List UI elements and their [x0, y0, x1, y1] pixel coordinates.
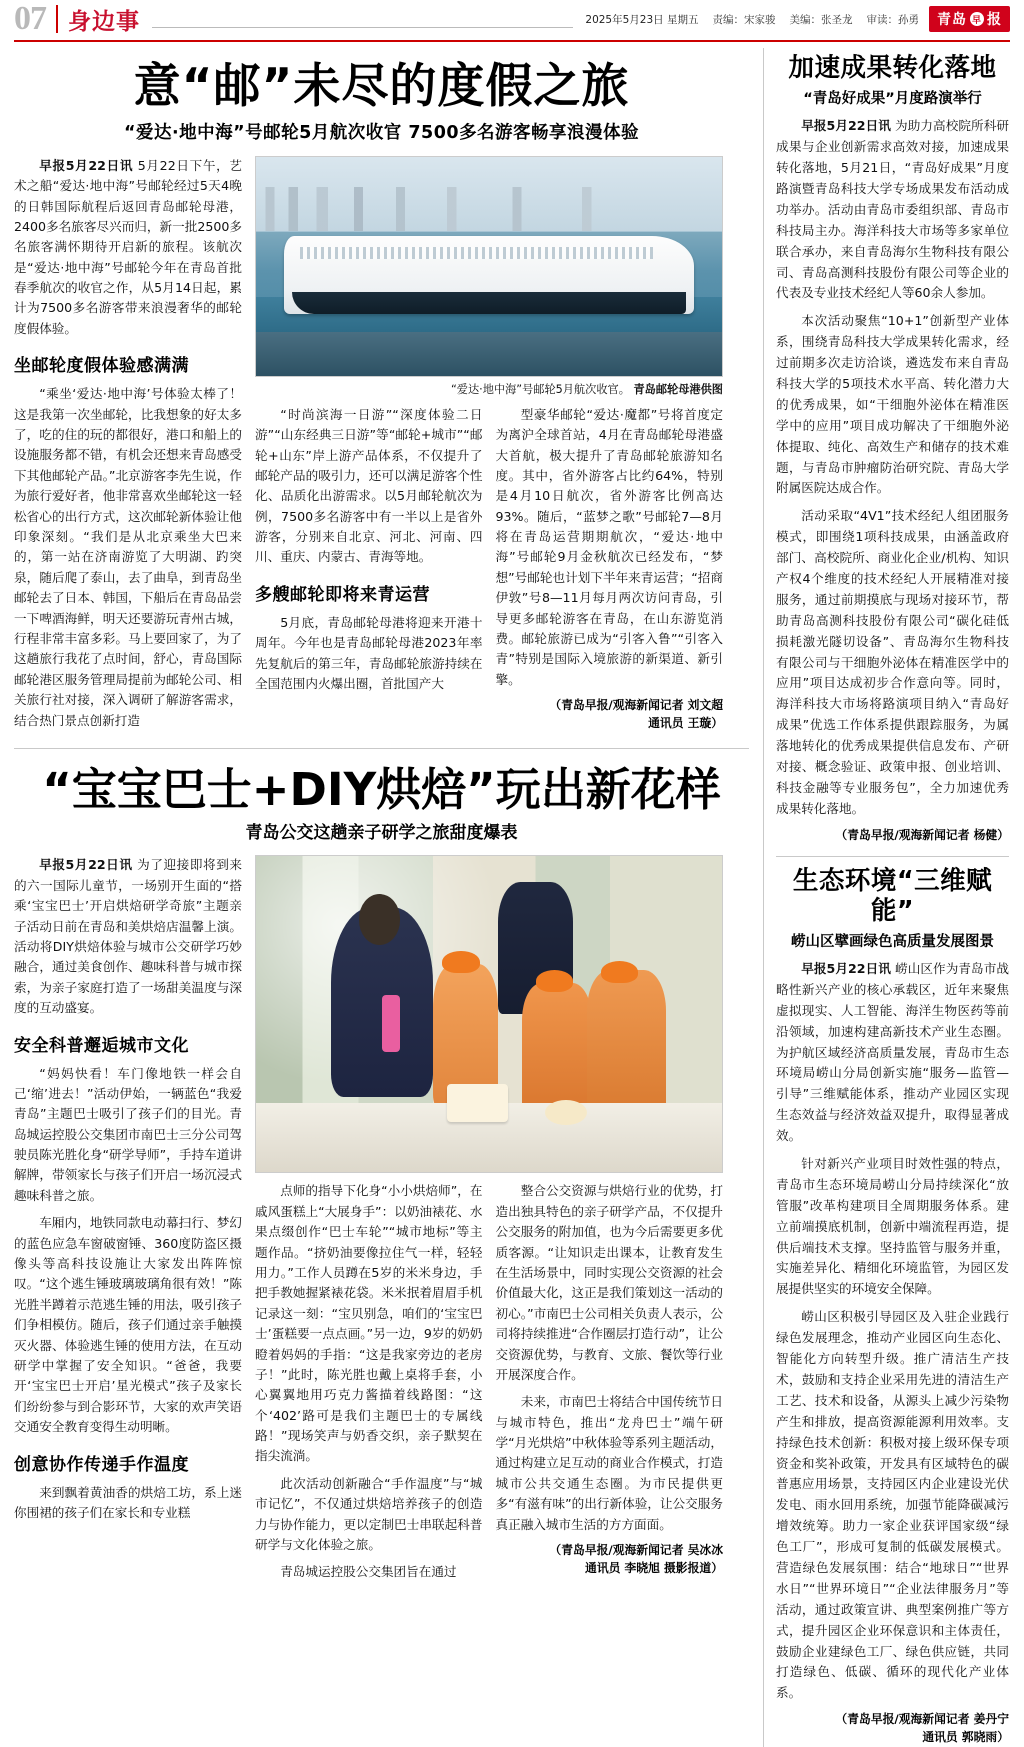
left-zone	[14, 48, 749, 1747]
story2-byline-line1: （青岛早报/观海新闻记者 吴冰冰	[549, 1543, 723, 1558]
right1-headline: 加速成果转化落地	[788, 53, 997, 83]
right2-byline-line2: 通讯员 郭晓雨）	[922, 1729, 1009, 1744]
right2-subhead: 崂山区擘画绿色高质量发展图景	[791, 934, 994, 951]
story1-col2-p2: 5月底，青岛邮轮母港将迎来开港十周年。今年也是青岛邮轮母港2023年率先复航后的第三年，青岛邮轮旅游持续在全国范围内火爆出圈，首批国产大	[255, 614, 483, 692]
photo2-cap-b-icon	[536, 970, 573, 992]
story2-col2	[255, 1181, 483, 1589]
story1-col1-p1: 5月22日下午，艺术之船“爱达·地中海”号邮轮经过5天4晚的日韩国际航程后返回青岛邮轮母港，2400多名旅客尽兴而归，新一批2500多名旅客满怀期待开启新的旅程。该航次是“爱达·地中海”号邮轮今年在青岛首批春季航次的收官之作，从5月14日起，累计为7500多名游客带来浪漫奢华的邮轮度假体验。	[14, 157, 242, 336]
page-folio: 07	[14, 0, 46, 37]
masthead	[14, 0, 1010, 42]
section-title: 身边事	[68, 8, 140, 35]
right-story-divider	[776, 856, 1009, 857]
right2-byline-line1: （青岛早报/观海新闻记者 姜丹宁	[835, 1712, 1009, 1727]
story1-byline-line1: （青岛早报/观海新闻记者 刘文超	[549, 698, 723, 713]
story1-main-block	[255, 156, 723, 738]
photo2-bowl	[545, 1100, 587, 1125]
story-achievements	[776, 54, 1009, 844]
photo-caption-text: “爱达·地中海”号邮轮5月航次收官。	[451, 382, 630, 396]
right1-p3: 活动采取“4V1”技术经纪人组团服务模式，即围绕1项科技成果，由涵盖政府部门、高校院所、商业化企业/机构、知识产权4个维度的技术经纪人开展精准对接服务，通过前期摸底与现场对接环节，帮助青岛高测科技股份有限公司“碳化硅低损耗激光隧切设备”、青岛海尔生物科技有限公司与干细胞外泌体在精准医学中的应用”项目达成初步合作意向等。同时，海洋科技大市场将路演项目纳入“青岛好成果”优选工作体系提供跟踪服务，为属落地转化的优秀成果提供信息发布、产研对接、概念验证、政策申报、创业培训、科技金融等专业服务包”，全力加速优秀成果转化落地。	[776, 508, 1009, 816]
story1-byline	[496, 697, 724, 732]
right2-byline	[776, 1711, 1009, 1746]
newspaper-logo	[929, 6, 1010, 32]
logo-suffix: 报	[987, 12, 1002, 28]
story2-col1-p4: 来到飘着黄油香的烘焙工坊，系上迷你围裙的孩子们在家长和专业糕	[14, 1484, 242, 1520]
story2-byline-line2: 通讯员 李晓旭 摄影报道）	[585, 1560, 723, 1575]
story1-headline: 意“邮”未尽的度假之旅	[133, 59, 630, 114]
photo2-child-c	[587, 970, 666, 1115]
story1-col2	[255, 405, 483, 733]
right1-paragraph	[776, 116, 1009, 304]
story2-main-block	[255, 855, 723, 1589]
story2-paragraph	[14, 855, 242, 1018]
story1-byline-line2: 通讯员 王璇）	[648, 715, 723, 730]
story2-lead-tag: 早报5月22日讯	[39, 857, 133, 873]
right2-p1: 崂山区作为青岛市战略性新兴产业的核心承载区，近年来聚焦虚拟现实、人工智能、海洋生物医药等前沿领域，加速构建高新技术产业生态圈。为护航区域经济高质量发展，青岛市生态环境局崂山分局创新实施“服务—监管—引导”三维赋能体系，推动产业园区实现生态效益与经济效益双提升，取得显著成效。	[776, 961, 1009, 1144]
story2-subtitle-2: 创意协作传递手作温度	[14, 1454, 189, 1475]
story1-col3	[496, 405, 724, 733]
photo2-cap-c-icon	[601, 961, 638, 983]
right2-lead-tag: 早报5月22日讯	[801, 961, 891, 977]
story2-col2-p1: 点师的指导下化身“小小烘焙师”，在戚风蛋糕上“大展身手”：以奶油裱花、水果点缀创作“巴士车轮”“城市地标”等主题作品。“挤奶油要像拉住气一样，轻轻用力。”工作人员蹲在5岁的米米身边，手把手教她握紧裱花袋。米米抿着眉眉手机记录这一刻：“宝贝别急，咱们的‘宝宝巴士’蛋糕要一点点画。”另一边，9岁的奶奶瞪着妈妈的手指：“这是我家旁边的老房子！”此时，陈光胜也戴上桌将手套，小心翼翼地用巧克力酱描着线路图：“这个‘402’路可是我们主题巴士的专属线路！”现场笑声与奶香交织，亲子默契在指尖流淌。	[255, 1183, 483, 1464]
story2-columns	[14, 855, 749, 1589]
photo2-bottle	[382, 995, 401, 1052]
right2-headline: 生态环境“三维赋能”	[792, 866, 993, 926]
publication-date: 2025年5月23日 星期五	[585, 13, 699, 26]
story2-subtitle-1: 安全科普邂逅城市文化	[14, 1035, 189, 1056]
right-zone	[763, 48, 1009, 1747]
photo-dock	[256, 332, 722, 376]
story2-col1	[14, 855, 242, 1589]
photo-caption-credit: 青岛邮轮母港供图	[633, 382, 723, 396]
story1-columns	[14, 156, 749, 738]
story1-col2-p1: “时尚滨海一日游”“深度体验二日游”“山东经典三日游”等“邮轮+城市”“邮轮+山东”岸上游产品体系，不仅提升了邮轮产品的吸引力，还可以满足游客个性化、品质化出游需求。以5月邮轮航次为例，7500多名游客中有一半以上是省外游客，分别来自北京、河北、河南、四川、重庆、内蒙古、青海等地。	[255, 406, 483, 565]
story1-paragraph	[14, 156, 242, 340]
right1-subhead: “青岛好成果”月度路演举行	[803, 91, 982, 108]
story2-col3	[496, 1181, 724, 1589]
page-body	[14, 48, 1010, 1747]
story1-col1	[14, 156, 242, 738]
story1-lead-tag: 早报5月22日讯	[39, 157, 134, 173]
photo2-child-b	[522, 983, 592, 1116]
photo-skyline	[256, 187, 722, 231]
story-baby-bus	[14, 762, 749, 1590]
story1-subhead: “爱达·地中海”号邮轮5月航次收官 7500多名游客畅享浪漫体验	[123, 122, 640, 143]
designer-credit: 美编：张圣龙	[789, 13, 853, 26]
story2-col3-p2: 未来，市南巴士将结合中国传统节日与城市特色，推出“龙舟巴士”端午研学“月光烘焙”中秋体验等系列主题活动，通过构建立足互动的商业合作模式，打造城市公共交通生态圈。为市民提供更多“有滋有味”的出行新体验，让公交服务真正融入城市生活的方方面面。	[495, 1394, 723, 1532]
right2-paragraph	[776, 959, 1009, 1147]
story1-photo-caption	[255, 381, 723, 397]
story2-col3-p1: 整合公交资源与烘焙行业的优势，打造出独具特色的亲子研学产品，不仅提升公交服务的附加值，也为今后需要更多优质客源。“让知识走出课本，让教育发生在生活场景中，同时实现公交资源的社会价值最大化，这正是我们策划这一活动的初心。”市南巴士公司相关负责人表示，公司将持续推进“合作圈层打造行动”，让公交资源优势，与教育、文旅、餐饮等行业开展深度合作。	[495, 1183, 723, 1382]
right1-p1: 为助力高校院所科研成果与企业创新需求高效对接，加速成果转化落地，5月21日，“青岛好成果”月度路演暨青岛科技大学专场成果发布活动成功举办。活动由青岛市委组织部、青岛市科技局主办。海洋科技大市场等多家单位联合承办，来自青岛海尔生物科技有限公司、青岛高测科技股份有限公司等企业的代表及专业技术经纪人等60余人参加。	[776, 118, 1009, 301]
story2-col1-p2: “妈妈快看！车门像地铁一样会自己‘缩’进去！”活动伊始，一辆蓝色“我爱青岛”主题巴士吸引了孩子们的目光。青岛城运控股公交集团市南巴士三分公司驾驶员陈光胜化身“研学导师”，手持车道讲解牌，带领家长与孩子们开启一场沉浸式趣味科普之旅。	[14, 1065, 242, 1203]
photo2-instructor-head	[359, 894, 401, 945]
story2-sub-columns	[255, 1181, 723, 1589]
right2-p2: 针对新兴产业项目时效性强的特点，青岛市生态环境局崂山分局持续深化“放管服”改革构建项目全周期服务体系。建立前端摸底机制，创新中端流程再造，提供后端技术支撑。坚持监管与服务并重，实施差异化、精细化环境监管，为园区发展提供坚实的环境安全保障。	[776, 1156, 1009, 1297]
story-eco-environment	[776, 867, 1009, 1746]
masthead-credits	[585, 12, 919, 27]
proofreader-credit: 审读：孙勇	[866, 13, 919, 26]
logo-badge-icon: 早	[970, 12, 984, 26]
story1-subtitle-2: 多艘邮轮即将来青运营	[255, 584, 430, 605]
story-divider	[14, 748, 749, 749]
editor-credit: 责编：宋家骏	[712, 13, 776, 26]
photo2-cake	[447, 1084, 508, 1122]
story-cruise	[14, 59, 749, 738]
baking-activity-photo	[255, 855, 723, 1173]
cruise-ship-photo	[255, 156, 723, 377]
right1-byline: （青岛早报/观海新闻记者 杨健）	[835, 827, 1009, 842]
masthead-rule	[152, 27, 573, 28]
story2-col1-p1: 为了迎接即将到来的六一国际儿童节，一场别开生面的“搭乘‘宝宝巴士’开启烘焙研学奇旅”主题亲子活动日前在青岛和美烘焙店温馨上演。活动将DIY烘焙体验与城市公交研学巧妙融合，通过美食创作、趣味科普与城市探索，为亲子家庭打造了一场甜美温度与深度的互动盛宴。	[14, 857, 242, 1016]
story1-col3-p1: 型豪华邮轮“爱达·魔都”号将首度定为离沪全球首站，4月在青岛邮轮母港盛大首航，极大提升了青岛邮轮旅游知名度。其中，省外游客占比约64%，特别是4月10日航次，省外游客比例高达93%。随后，“蓝梦之歌”号邮轮7—8月将在青岛运营期期航次，“爱达·地中海”号邮轮9月金秋航次已经发布，“梦想”号邮轮也计划下半年来青运营；“招商伊敦”号8—11月每月两次访问青岛，引导更多邮轮游客在青岛，在山东游览消费。邮轮旅游已成为“引客入鲁”“引客入青”特别是国际入境旅游的新渠道、新引擎。	[495, 406, 723, 687]
right1-p2: 本次活动聚焦“10+1”创新型产业体系，围绕青岛科技大学成果转化需求，经过前期多次走访洽谈，遴选发布来自青岛科技大学的5项技术水平高、转化潜力大的优秀成果，如“干细胞外泌体在精准医学中的应用”项目成功解决了干细胞外泌体提取、纯化、高效生产和储存的技术难题，与青岛市肿瘤防治研究院、青岛大学附属医院达成合作。	[776, 313, 1009, 496]
story2-col1-p3: 车厢内，地铁同款电动幕扫行、梦幻的蓝色应急车窗破窗锤、360度防盗区摄像头等高科技设施让大家发出阵阵惊叹。“这个逃生锤玻璃玻璃角很有效！”陈光胜半蹲着示范逃生锤的用法，吸引孩子们争相模仿。随后，孩子们通过亲手触摸灭火器、体验逃生锤的使用方法，在互动研学中掌握了安全知识。“爸爸，我要开‘宝宝巴士开启’星光模式”孩子及家长们纷纷参与到合影环节，大家的欢声笑语交通安全教育变得生动明晰。	[14, 1215, 242, 1435]
photo2-cap-a-icon	[442, 951, 479, 973]
story2-subhead: 青岛公交这趟亲子研学之旅甜度爆表	[245, 823, 518, 844]
story2-col2-p2: 此次活动创新融合“手作温度”与“城市记忆”，不仅通过烘焙培养孩子的创造力与协作能力，更以定制巴士串联起科普研学与文化体验之旅。	[255, 1475, 483, 1553]
right2-p3: 崂山区积极引导园区及入驻企业践行绿色发展理念，推动产业园区向生态化、智能化方向转型升级。推广清洁生产技术，鼓励和支持企业采用先进的清洁生产工艺、技术和设备，从源头上减少污染物产生和排放，提高资源能源利用效率。支持绿色技术创新：积极对接上级环保专项资金和奖补政策，开发具有区域特色的碳普惠应用场景，支持园区内企业建设光伏发电、雨水回用系统，加强节能降碳减污增效统筹。助力一家企业获评国家级“绿色工厂”，形成可复制的低碳发展模式。营造绿色发展氛围：结合“地球日”“世界水日”“世界环境日”“企业法律服务月”等活动，通过政策宣讲、典型案例推广等方式，提升园区企业环保意识和主体责任，鼓励企业建绿色工厂、绿色供应链，共同打造绿色、低碳、循环的现代化产业体系。	[776, 1309, 1009, 1701]
story2-byline	[496, 1542, 724, 1577]
cruise-ship-shape	[284, 236, 694, 315]
story2-headline: “宝宝巴士+DIY烘焙”玩出新花样	[42, 762, 721, 816]
story1-subtitle-1: 坐邮轮度假体验感满满	[14, 356, 189, 377]
right1-lead-tag: 早报5月22日讯	[801, 118, 891, 134]
story1-col1-p2: “乘坐‘爱达·地中海’号体验太棒了！这是我第一次坐邮轮，比我想象的好太多了，吃的住的玩的都很好，港口和船上的设施服务都不错，有机会还想来青岛感受下其他邮轮产品。”北京游客李先生说，作为旅行爱好者，他非常喜欢坐邮轮这一轻松省心的出行方式，这次邮轮新体验让他印象深刻。“我们是从北京乘坐大巴来的，第一站在济南游览了大明湖、趵突泉，随后爬了泰山，去了曲阜，到青岛坐邮轮去了日本、韩国，下船后在青岛品尝一下啤酒海鲜，明天还要游玩青州古城，行程非常丰富多彩。马上要回家了，为了这趟旅行我花了点时间，舒心，青岛国际邮轮港区服务管理局提前为邮轮公司、相关旅行社对接，深入调研了解游客需求，结合热门景点创新打造	[14, 386, 242, 728]
logo-text: 青岛	[937, 12, 967, 28]
story2-col2-p3: 青岛城运控股公交集团旨在通过	[280, 1564, 457, 1580]
story1-sub-columns	[255, 405, 723, 733]
folio-divider	[56, 5, 58, 33]
